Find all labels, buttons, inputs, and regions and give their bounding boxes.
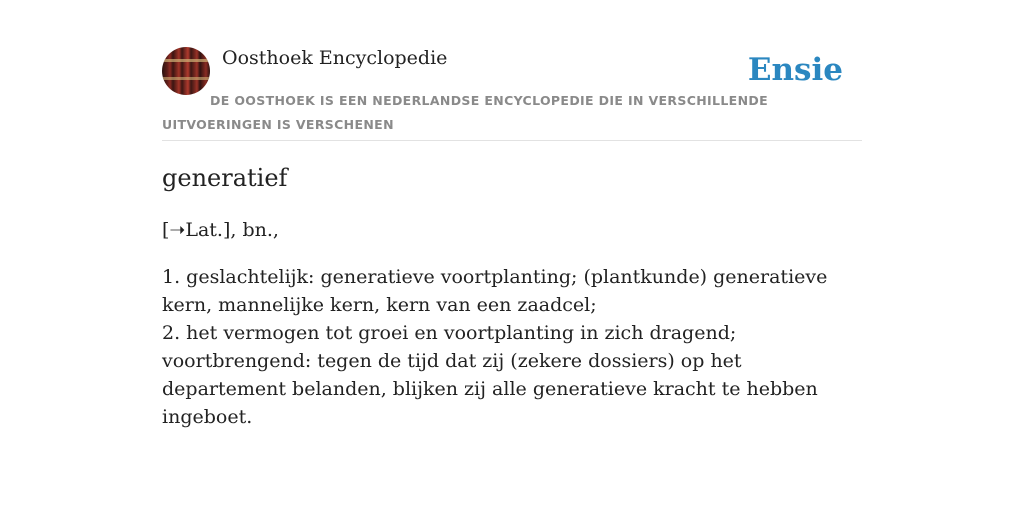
ensie-logo-link[interactable]: Ensie [747, 52, 843, 88]
definition-item: 2. het vermogen tot groei en voortplanting in zich dragend; voortbrengend: tegen de tijd dat zij (zekere dossiers) op het departement belanden, blijken zij alle generatieve kracht te hebben ingeboet. [162, 322, 818, 428]
entry-definitions [162, 263, 864, 431]
site-tagline: DE OOSTHOEK IS EEN NEDERLANDSE ENCYCLOPEDIE DIE IN VERSCHILLENDE UITVOERINGEN IS VERSCHENEN [162, 93, 768, 132]
page-container [162, 0, 862, 428]
definition-item: 1. geslachtelijk: generatieve voortplanting; (plantkunde) generatieve kern, mannelijke kern, kern van een zaadcel; [162, 266, 828, 316]
entry-etymology: [➝Lat.], bn., [162, 219, 279, 241]
entry-title: generatief [162, 164, 288, 192]
site-title[interactable]: Oosthoek Encyclopedie [222, 47, 448, 69]
encyclopedia-avatar[interactable] [162, 47, 210, 95]
header [162, 0, 862, 141]
